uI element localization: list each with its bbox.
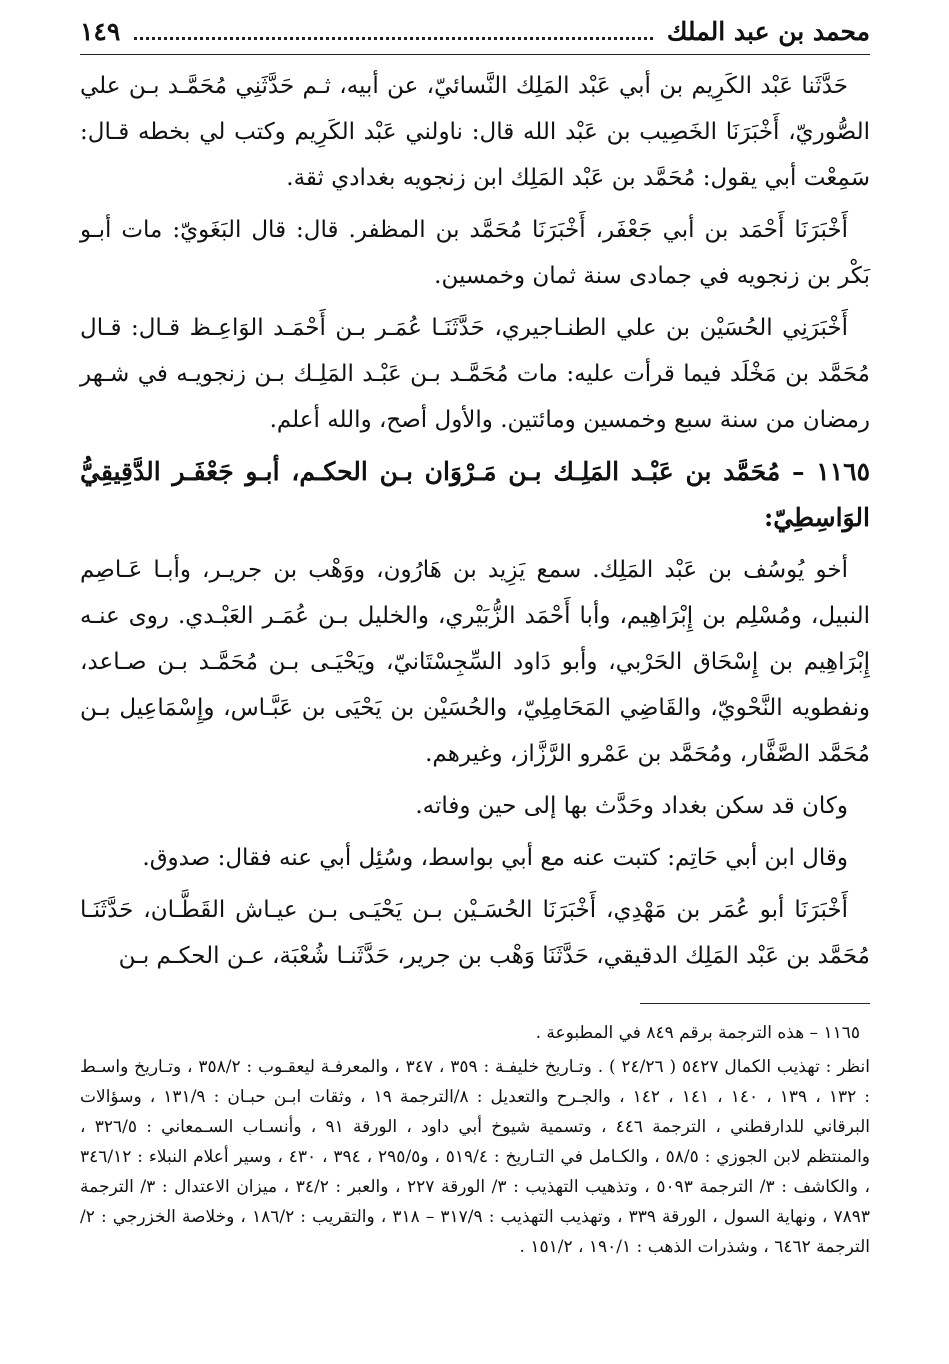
footnotes [80, 1018, 870, 1262]
paragraph: وكان قد سكن بغداد وحَدَّث بها إلى حين وفاته. [415, 793, 848, 819]
page-number: ١٤٩ [80, 17, 121, 46]
leader-dots [134, 37, 653, 40]
paragraph: أَخْبَرَنَا أبو عُمَر بن مَهْدِي، أَخْبَرَنَا الحُسَـيْن بـن يَحْيَـى بـن عيـاش القَطَّـان، حَدَّثَنَـا مُحَمَّد بن عَبْد المَلِك الدقيقي، حَدَّثَنَا وَهْب بن جرير، حَدَّثَنـا شُعْبَة، عـن الحكـم بـن [80, 897, 870, 969]
footnote-note: ١١٦٥ – هذه الترجمة برقم ٨٤٩ في المطبوعة . [535, 1023, 860, 1043]
book-page [80, 12, 870, 1266]
paragraph: حَدَّثَنا عَبْد الكَرِيم بن أبي عَبْد المَلِك النَّسائيّ، عن أبيه، ثـم حَدَّثَنِي مُحَمَّـد بـن علي الصُّوريّ، أَخْبَرَنَا الخَصِيب بن عَبْد الله قال: ناولني عَبْد الكَرِيم وكتب لي بخطه قـال: سَمِعْت أبي يقول: مُحَمَّد بن عَبْد المَلِك ابن زنجويه بغدادي ثقة. [80, 73, 870, 191]
main-text [80, 63, 870, 979]
footnote-divider [640, 1003, 870, 1004]
paragraph: أَخْبَرَنِي الحُسَيْن بن علي الطنـاجيري، حَدَّثَنَـا عُمَـر بـن أَحْمَـد الوَاعِـظ قـال: قـال مُحَمَّد بن مَخْلَد فيما قرأت عليه: مات مُحَمَّـد بـن عَبْـد المَلِـك بـن زنجويـه في شـهر رمضان من سنة سبع وخمسين ومائتين. والأول أصح، والله أعلم. [80, 315, 870, 433]
paragraph: أَخْبَرَنَا أَحْمَد بن أبي جَعْفَر، أَخْبَرَنَا مُحَمَّد بن المظفر. قال: قال البَغَويّ: مات أبـو بَكْر بن زنجويه في جمادى سنة ثمان وخمسين. [80, 217, 870, 289]
running-head-title: محمد بن عبد الملك [666, 17, 870, 46]
paragraph: وقال ابن أبي حَاتِم: كتبت عنه مع أبي بواسط، وسُئِل أبي عنه فقال: صدوق. [142, 845, 848, 871]
paragraph: أخو يُوسُف بن عَبْد المَلِك. سمع يَزِيد بن هَارُون، ووَهْب بن جريـر، وأبـا عَـاصِم النبيل، ومُسْلِم بن إِبْرَاهِيم، وأبا أَحْمَد الزُّبَيْري، والخليل بـن عُمَـر العَبْـدي. روى عنـه إِبْرَاهِيم بن إِسْحَاق الحَرْبي، وأبو دَاود السِّجِسْتَانيّ، ويَحْيَـى بـن مُحَمَّـد بـن صـاعد، ونفطويه النَّحْويّ، والقَاضِي المَحَامِلِيّ، والحُسَيْن بن يَحْيَى بن عَبَّـاس، وإِسْمَاعِيل بـن مُحَمَّد الصَّفَّار، ومُحَمَّد بن عَمْرو الرَّزَّاز، وغيرهم. [80, 557, 870, 767]
entry-heading: ١١٦٥ – مُحَمَّد بن عَبْـد المَلِـك بـن مَـرْوَان بـن الحكـم، أبـو جَعْفَـر الدَّقِيقِيُّ الوَاسِطِيّ: [80, 457, 870, 532]
running-head [80, 12, 870, 55]
footnote-sources: انظر : تهذيب الكمال ٥٤٢٧ ( ٢٤/٢٦ ) . وتـاريخ خليفـة : ٣٥٩ ، ٣٤٧ ، والمعرفـة ليعقـوب : ٣٥٨/٢ ، وتـاريخ واسـط : ١٣٢ ، ١٣٩ ، ١٤٠ ، ١٤١ ، ١٤٢ ، والجـرح والتعديل : ٨/الترجمة ١٩ ، وثقات ابـن حبـان : ١٣١/٩ ، وسؤالات البرقاني للدارقطني ، الترجمة ٤٤٦ ، وتسمية شيوخ أبي داود ، الورقة ٩١ ، وأنسـاب السـمعاني : ٣٢٦/٥ ، والمنتظم لابن الجوزي : ٥٨/٥ ، والكـامل في التـاريخ : ٥١٩/٤ ، و٢٩٥/٥ ، ٣٩٤ ، ٤٣٠ ، وسير أعلام النبلاء : ٣٤٦/١٢ ، والكاشف : ٣/ الترجمة ٥٠٩٣ ، وتذهيب التهذيب : ٣/ الورقة ٢٢٧ ، والعبر : ٣٤/٢ ، ميزان الاعتدال : ٣/ الترجمة ٧٨٩٣ ، ونهاية السول ، الورقة ٣٣٩ ، وتهذيب التهذيب : ٣١٧/٩ – ٣١٨ ، والتقريب : ١٨٦/٢ ، وخلاصة الخزرجي : ٢/ الترجمة ٦٤٦٢ ، وشذرات الذهب : ١٩٠/١ ، ١٥١/٢ . [80, 1057, 871, 1257]
